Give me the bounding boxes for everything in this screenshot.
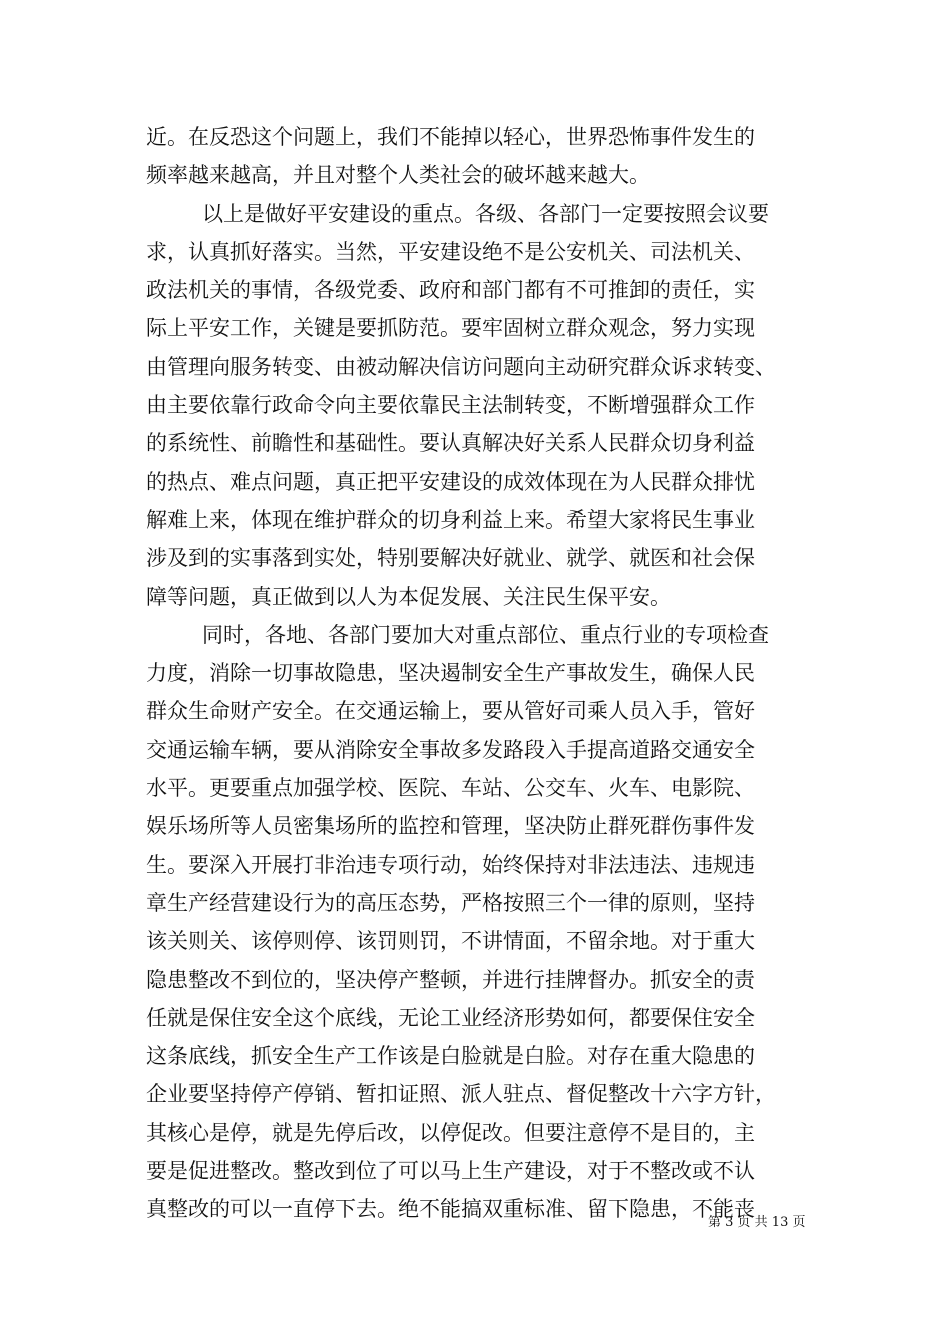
text-line: 企业要坚持停产停销、暂扣证照、派人驻点、督促整改十六字方针， bbox=[146, 1082, 776, 1107]
text-line: 水平。更要重点加强学校、医院、车站、公交车、火车、电影院、 bbox=[146, 776, 755, 801]
text-line: 隐患整改不到位的，坚决停产整顿，并进行挂牌督办。抓安全的责 bbox=[146, 967, 755, 992]
text-line: 解难上来，体现在维护群众的切身利益上来。希望大家将民生事业 bbox=[146, 507, 755, 532]
text-line: 该关则关、该停则停、该罚则罚，不讲情面，不留余地。对于重大 bbox=[146, 929, 755, 954]
text-line: 群众生命财产安全。在交通运输上，要从管好司乘人员入手，管好 bbox=[146, 699, 755, 724]
text-line: 障等问题，真正做到以人为本促发展、关注民生保平安。 bbox=[146, 584, 671, 609]
text-line: 力度，消除一切事故隐患，坚决遏制安全生产事故发生，确保人民 bbox=[146, 661, 755, 686]
text-line: 由主要依靠行政命令向主要依靠民主法制转变，不断增强群众工作 bbox=[146, 393, 755, 418]
text-line: 要是促进整改。整改到位了可以马上生产建设，对于不整改或不认 bbox=[146, 1159, 755, 1184]
text-line: 的热点、难点问题，真正把平安建设的成效体现在为人民群众排忧 bbox=[146, 469, 755, 494]
text-line: 生。要深入开展打非治违专项行动，始终保持对非法违法、违规违 bbox=[146, 852, 755, 877]
page-footer: 第 3 页 共 13 页 bbox=[708, 1215, 806, 1230]
paragraph-first-line: 同时，各地、各部门要加大对重点部位、重点行业的专项检查 bbox=[202, 622, 769, 647]
text-line: 任就是保住安全这个底线，无论工业经济形势如何，都要保住安全 bbox=[146, 1005, 755, 1030]
document-body bbox=[146, 118, 810, 1229]
text-line: 真整改的可以一直停下去。绝不能搞双重标准、留下隐患，不能丧 bbox=[146, 1197, 755, 1222]
text-line: 近。在反恐这个问题上，我们不能掉以轻心，世界恐怖事件发生的 bbox=[146, 125, 755, 149]
text-line: 交通运输车辆，要从消除安全事故多发路段入手提高道路交通安全 bbox=[146, 737, 755, 762]
text-line: 这条底线，抓安全生产工作该是白脸就是白脸。对存在重大隐患的 bbox=[146, 1044, 755, 1069]
text-line: 娱乐场所等人员密集场所的监控和管理，坚决防止群死群伤事件发 bbox=[146, 814, 755, 839]
paragraph-first-line: 以上是做好平安建设的重点。各级、各部门一定要按照会议要 bbox=[202, 201, 769, 226]
text-line: 由管理向服务转变、由被动解决信访问题向主动研究群众诉求转变、 bbox=[146, 354, 776, 379]
text-line: 其核心是停，就是先停后改，以停促改。但要注意停不是目的，主 bbox=[146, 1120, 755, 1145]
text-line: 求，认真抓好落实。当然，平安建设绝不是公安机关、司法机关、 bbox=[146, 239, 755, 264]
text-line: 的系统性、前瞻性和基础性。要认真解决好关系人民群众切身利益 bbox=[146, 431, 755, 456]
text-line: 频率越来越高，并且对整个人类社会的破坏越来越大。 bbox=[146, 163, 650, 188]
text-line: 章生产经营建设行为的高压态势，严格按照三个一律的原则，坚持 bbox=[146, 890, 755, 915]
text-line: 涉及到的实事落到实处，特别要解决好就业、就学、就医和社会保 bbox=[146, 546, 755, 571]
text-line: 政法机关的事情，各级党委、政府和部门都有不可推卸的责任，实 bbox=[146, 278, 755, 303]
text-line: 际上平安工作，关键是要抓防范。要牢固树立群众观念，努力实现 bbox=[146, 316, 755, 341]
